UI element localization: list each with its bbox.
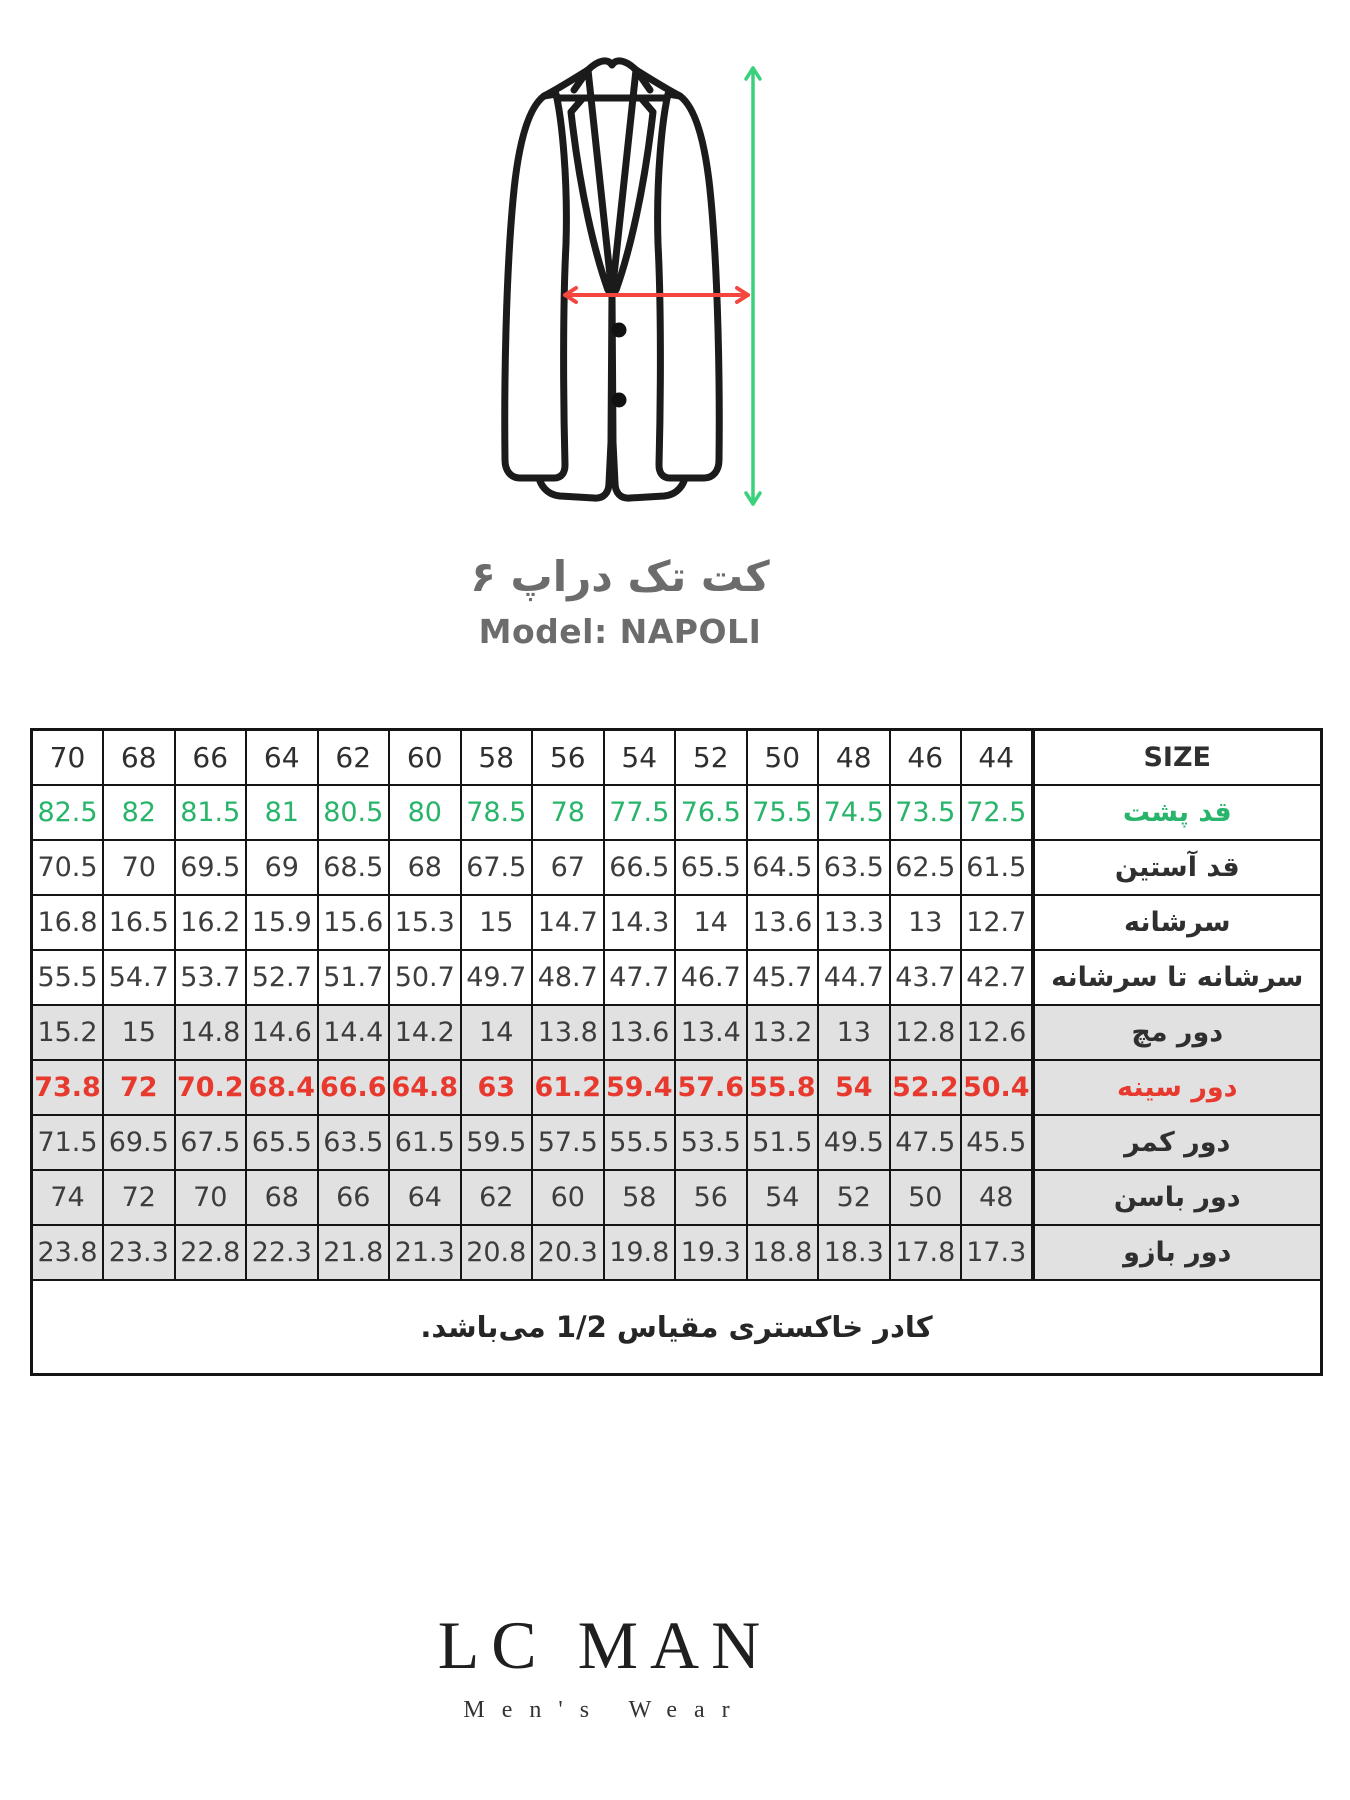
value-cell: 73.5 [890, 785, 962, 840]
value-cell: 69.5 [103, 1115, 175, 1170]
value-cell: 18.3 [818, 1225, 890, 1280]
size-cell: 60 [389, 730, 461, 786]
scale-note: کادر خاکستری مقیاس 1/2 می‌باشد. [32, 1280, 1322, 1375]
value-cell: 63.5 [818, 840, 890, 895]
value-cell: 70.2 [175, 1060, 247, 1115]
value-cell: 51.7 [318, 950, 390, 1005]
value-cell: 47.5 [890, 1115, 962, 1170]
value-cell: 14.6 [246, 1005, 318, 1060]
value-cell: 77.5 [604, 785, 676, 840]
value-cell: 65.5 [675, 840, 747, 895]
size-cell: 62 [318, 730, 390, 786]
value-cell: 64.8 [389, 1060, 461, 1115]
value-cell: 19.8 [604, 1225, 676, 1280]
value-cell: 54.7 [103, 950, 175, 1005]
jacket-left-sleeve [505, 94, 567, 478]
value-cell: 61.2 [532, 1060, 604, 1115]
size-table [30, 728, 1323, 1376]
measurement-row [32, 840, 1322, 895]
measurement-label: دور مچ [1033, 1005, 1322, 1060]
size-header-label: SIZE [1033, 730, 1322, 786]
value-cell: 64.5 [747, 840, 819, 895]
value-cell: 14 [675, 895, 747, 950]
product-title: کت تک دراپ ۶ [470, 552, 770, 601]
value-cell: 68 [246, 1170, 318, 1225]
measurement-label: دور باسن [1033, 1170, 1322, 1225]
value-cell: 74.5 [818, 785, 890, 840]
value-cell: 17.8 [890, 1225, 962, 1280]
value-cell: 78 [532, 785, 604, 840]
value-cell: 72 [103, 1060, 175, 1115]
measurement-row [32, 1170, 1322, 1225]
value-cell: 42.7 [961, 950, 1033, 1005]
value-cell: 82.5 [32, 785, 104, 840]
value-cell: 80.5 [318, 785, 390, 840]
value-cell: 23.3 [103, 1225, 175, 1280]
value-cell: 68.5 [318, 840, 390, 895]
value-cell: 15.3 [389, 895, 461, 950]
value-cell: 72.5 [961, 785, 1033, 840]
value-cell: 21.3 [389, 1225, 461, 1280]
value-cell: 21.8 [318, 1225, 390, 1280]
value-cell: 14.3 [604, 895, 676, 950]
value-cell: 15 [103, 1005, 175, 1060]
value-cell: 15.6 [318, 895, 390, 950]
value-cell: 15 [461, 895, 533, 950]
size-cell: 52 [675, 730, 747, 786]
value-cell: 55.5 [604, 1115, 676, 1170]
value-cell: 66 [318, 1170, 390, 1225]
size-cell: 44 [961, 730, 1033, 786]
value-cell: 60 [532, 1170, 604, 1225]
value-cell: 52.2 [890, 1060, 962, 1115]
value-cell: 66.5 [604, 840, 676, 895]
jacket-illustration [452, 52, 782, 544]
value-cell: 14.7 [532, 895, 604, 950]
measurement-row [32, 1005, 1322, 1060]
size-cell: 56 [532, 730, 604, 786]
value-cell: 14.4 [318, 1005, 390, 1060]
value-cell: 13.8 [532, 1005, 604, 1060]
value-cell: 58 [604, 1170, 676, 1225]
value-cell: 12.7 [961, 895, 1033, 950]
value-cell: 59.4 [604, 1060, 676, 1115]
jacket-diagram [452, 52, 782, 544]
size-cell: 64 [246, 730, 318, 786]
measurement-row [32, 1060, 1322, 1115]
value-cell: 48 [961, 1170, 1033, 1225]
value-cell: 13.3 [818, 895, 890, 950]
value-cell: 57.5 [532, 1115, 604, 1170]
size-cell: 48 [818, 730, 890, 786]
size-cell: 58 [461, 730, 533, 786]
jacket-button-top [612, 323, 627, 338]
value-cell: 22.3 [246, 1225, 318, 1280]
size-cell: 46 [890, 730, 962, 786]
value-cell: 16.2 [175, 895, 247, 950]
value-cell: 23.8 [32, 1225, 104, 1280]
value-cell: 71.5 [32, 1115, 104, 1170]
value-cell: 70.5 [32, 840, 104, 895]
jacket-right-sleeve [658, 94, 720, 478]
value-cell: 66.6 [318, 1060, 390, 1115]
brand-name: LC MAN [437, 1607, 773, 1683]
value-cell: 69.5 [175, 840, 247, 895]
value-cell: 49.7 [461, 950, 533, 1005]
value-cell: 13.6 [747, 895, 819, 950]
value-cell: 50.7 [389, 950, 461, 1005]
value-cell: 75.5 [747, 785, 819, 840]
value-cell: 51.5 [747, 1115, 819, 1170]
value-cell: 68 [389, 840, 461, 895]
value-cell: 14.2 [389, 1005, 461, 1060]
value-cell: 54 [747, 1170, 819, 1225]
measurement-label: قد آستین [1033, 840, 1322, 895]
value-cell: 67.5 [461, 840, 533, 895]
value-cell: 45.5 [961, 1115, 1033, 1170]
value-cell: 56 [675, 1170, 747, 1225]
value-cell: 47.7 [604, 950, 676, 1005]
value-cell: 16.8 [32, 895, 104, 950]
model-name: Model: NAPOLI [478, 612, 762, 652]
value-cell: 67.5 [175, 1115, 247, 1170]
value-cell: 80 [389, 785, 461, 840]
value-cell: 61.5 [389, 1115, 461, 1170]
size-cell: 68 [103, 730, 175, 786]
value-cell: 50 [890, 1170, 962, 1225]
value-cell: 62.5 [890, 840, 962, 895]
value-cell: 57.6 [675, 1060, 747, 1115]
value-cell: 55.8 [747, 1060, 819, 1115]
value-cell: 69 [246, 840, 318, 895]
measurement-row [32, 1225, 1322, 1280]
value-cell: 49.5 [818, 1115, 890, 1170]
measurement-row [32, 950, 1322, 1005]
value-cell: 17.3 [961, 1225, 1033, 1280]
value-cell: 12.8 [890, 1005, 962, 1060]
value-cell: 19.3 [675, 1225, 747, 1280]
measurement-row [32, 1115, 1322, 1170]
value-cell: 78.5 [461, 785, 533, 840]
value-cell: 81.5 [175, 785, 247, 840]
measurement-label: سرشانه تا سرشانه [1033, 950, 1322, 1005]
value-cell: 15.2 [32, 1005, 104, 1060]
value-cell: 55.5 [32, 950, 104, 1005]
value-cell: 48.7 [532, 950, 604, 1005]
value-cell: 15.9 [246, 895, 318, 950]
value-cell: 52 [818, 1170, 890, 1225]
value-cell: 13.4 [675, 1005, 747, 1060]
brand-logo [0, 1608, 1210, 1724]
header-block [0, 552, 1240, 651]
value-cell: 44.7 [818, 950, 890, 1005]
value-cell: 50.4 [961, 1060, 1033, 1115]
value-cell: 72 [103, 1170, 175, 1225]
value-cell: 81 [246, 785, 318, 840]
value-cell: 22.8 [175, 1225, 247, 1280]
value-cell: 13 [818, 1005, 890, 1060]
value-cell: 54 [818, 1060, 890, 1115]
value-cell: 45.7 [747, 950, 819, 1005]
value-cell: 53.5 [675, 1115, 747, 1170]
value-cell: 12.6 [961, 1005, 1033, 1060]
size-cell: 66 [175, 730, 247, 786]
measurement-row [32, 785, 1322, 840]
value-cell: 43.7 [890, 950, 962, 1005]
value-cell: 20.8 [461, 1225, 533, 1280]
value-cell: 64 [389, 1170, 461, 1225]
value-cell: 82 [103, 785, 175, 840]
value-cell: 70 [103, 840, 175, 895]
value-cell: 13.6 [604, 1005, 676, 1060]
value-cell: 14.8 [175, 1005, 247, 1060]
measurement-label: دور سینه [1033, 1060, 1322, 1115]
measurement-label: دور بازو [1033, 1225, 1322, 1280]
jacket-button-bottom [612, 393, 627, 408]
value-cell: 52.7 [246, 950, 318, 1005]
value-cell: 13.2 [747, 1005, 819, 1060]
value-cell: 63 [461, 1060, 533, 1115]
value-cell: 70 [175, 1170, 247, 1225]
value-cell: 68.4 [246, 1060, 318, 1115]
value-cell: 53.7 [175, 950, 247, 1005]
value-cell: 65.5 [246, 1115, 318, 1170]
value-cell: 16.5 [103, 895, 175, 950]
brand-tagline: Men's Wear [463, 1696, 747, 1723]
value-cell: 62 [461, 1170, 533, 1225]
jacket-collar [588, 61, 636, 70]
value-cell: 20.3 [532, 1225, 604, 1280]
value-cell: 59.5 [461, 1115, 533, 1170]
value-cell: 76.5 [675, 785, 747, 840]
value-cell: 61.5 [961, 840, 1033, 895]
value-cell: 63.5 [318, 1115, 390, 1170]
note-row [32, 1280, 1322, 1375]
value-cell: 14 [461, 1005, 533, 1060]
measurement-label: قد پشت [1033, 785, 1322, 840]
size-table-body [32, 730, 1322, 1375]
measurement-row [32, 895, 1322, 950]
value-cell: 13 [890, 895, 962, 950]
size-header-row [32, 730, 1322, 786]
measurement-label: سرشانه [1033, 895, 1322, 950]
length-arrow-icon [746, 68, 760, 504]
value-cell: 67 [532, 840, 604, 895]
size-cell: 50 [747, 730, 819, 786]
value-cell: 46.7 [675, 950, 747, 1005]
size-cell: 54 [604, 730, 676, 786]
value-cell: 18.8 [747, 1225, 819, 1280]
measurement-label: دور کمر [1033, 1115, 1322, 1170]
size-cell: 70 [32, 730, 104, 786]
value-cell: 74 [32, 1170, 104, 1225]
value-cell: 73.8 [32, 1060, 104, 1115]
